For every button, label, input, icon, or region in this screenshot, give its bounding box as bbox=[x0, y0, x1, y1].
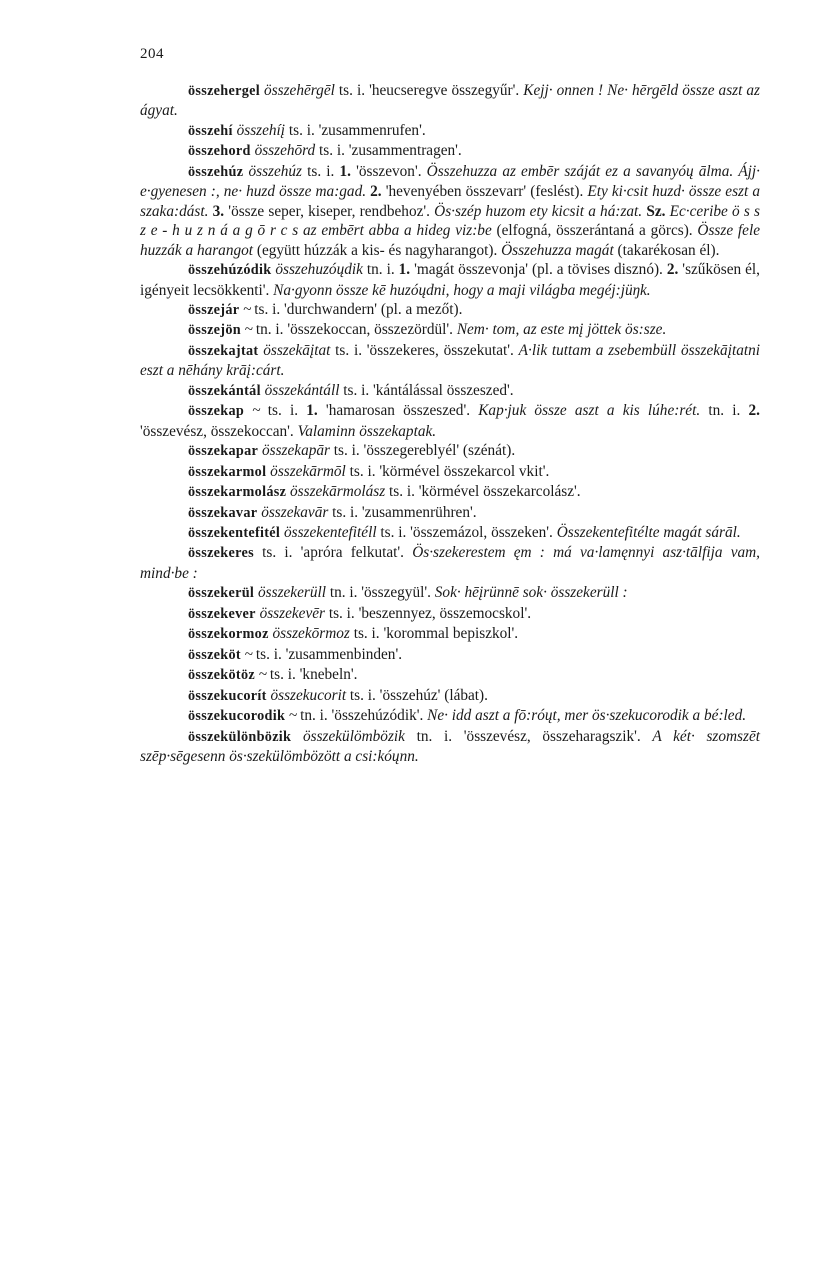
gloss-text: ts. i. 'körmével összekarcolász'. bbox=[385, 483, 581, 501]
italic-text: összehērgēl bbox=[264, 82, 335, 99]
headword: összekülönbözik bbox=[188, 728, 292, 745]
dictionary-entry bbox=[140, 260, 760, 300]
gloss-text: ts. i. 'kántálással összeszed'. bbox=[339, 381, 514, 399]
gloss-text: tn. i. 'összekoccan, összezördül'. bbox=[252, 321, 457, 339]
sense-number: 1. bbox=[339, 162, 351, 180]
gloss-text: ts. i. 'zusammenbinden'. bbox=[252, 645, 403, 663]
headword-repeat-sign: ~ bbox=[289, 707, 297, 725]
dictionary-entry bbox=[140, 441, 760, 461]
dictionary-entry bbox=[140, 686, 760, 706]
italic-text: összehōrd bbox=[254, 142, 316, 160]
headword: összekever bbox=[188, 605, 256, 622]
italic-text: összekavār bbox=[261, 503, 329, 521]
gloss-text: ts. i. bbox=[259, 402, 307, 420]
dictionary-entry bbox=[140, 121, 760, 141]
italic-text: A·lik tuttam a zsebembüll összekāįtatni eszt a nēhány krāį:cárt. bbox=[140, 341, 760, 380]
dictionary-entry bbox=[140, 381, 760, 401]
italic-text: A két· szomszēt szēp·sēgesenn ös·szekülömbözött a csi:kóųnn. bbox=[140, 727, 761, 765]
headword: összekapar bbox=[188, 443, 259, 460]
gloss-text bbox=[291, 728, 303, 745]
headword: összekucorodik bbox=[188, 708, 286, 725]
headword: összekavar bbox=[188, 504, 258, 521]
dictionary-entry bbox=[140, 300, 760, 320]
headword: összehí bbox=[188, 122, 233, 139]
headword: összehúzódik bbox=[188, 262, 272, 279]
dictionary-column bbox=[140, 81, 760, 766]
headword: összekajtat bbox=[188, 342, 259, 359]
italic-text: Nem· tom, az este mį jöttek ös:sze. bbox=[456, 321, 667, 339]
sense-number: 2. bbox=[748, 402, 760, 420]
headword-repeat-sign: ~ bbox=[243, 300, 251, 318]
gloss-text: ts. i. 'knebeln'. bbox=[266, 666, 358, 684]
dictionary-entry bbox=[140, 503, 760, 523]
dictionary-entry bbox=[140, 141, 760, 161]
italic-text: összekucorit bbox=[270, 686, 347, 704]
gloss-text: ts. i. 'zusammenrufen'. bbox=[285, 121, 426, 139]
italic-text: Összehuzza az embēr száját ez a savanyóų ālma. Ájj· e·gyenesen :, ne· huzd össze ma:gad. bbox=[140, 162, 760, 201]
italic-text: Ety ki·csit huzd· össze eszt a szaka:dást. bbox=[140, 183, 760, 220]
gloss-text: ts. i. 'korommal bepiszkol'. bbox=[349, 625, 519, 643]
italic-text: összekāįtat bbox=[263, 341, 331, 359]
gloss-text: 'magát összevonja' (pl. a tövises disznó). bbox=[410, 261, 667, 279]
headword: összekucorít bbox=[188, 687, 267, 704]
dictionary-entry bbox=[140, 462, 760, 482]
italic-text: összekōrmoz bbox=[272, 625, 350, 643]
dictionary-entry bbox=[140, 341, 760, 381]
headword: összekormoz bbox=[188, 626, 269, 643]
italic-text: összekārmōl bbox=[270, 462, 346, 480]
headword: összekarmolász bbox=[188, 484, 287, 501]
headword: összehergel bbox=[188, 83, 260, 99]
italic-text: Összehuzza magát bbox=[501, 241, 614, 259]
italic-text: Sok· hēįrünnē sok· összekerüll : bbox=[434, 584, 628, 602]
gloss-text: 'összevon'. bbox=[350, 162, 427, 180]
dictionary-entry bbox=[140, 624, 760, 644]
gloss-text: tn. i. bbox=[362, 261, 399, 279]
italic-text: Ec·ceribe ö s s z e - h u z n á a g ō r c s az embērt abba a hideg viz:be bbox=[140, 202, 760, 240]
headword: összekarmol bbox=[188, 463, 267, 480]
headword-repeat-sign: ~ bbox=[244, 645, 253, 663]
page-number: 204 bbox=[140, 46, 164, 62]
dictionary-entry bbox=[140, 482, 760, 502]
headword: összejön bbox=[188, 322, 241, 339]
dictionary-entry bbox=[140, 162, 760, 260]
gloss-text: ts. i. 'körmével összekarcol vkit'. bbox=[345, 462, 550, 480]
gloss-text: 'össze seper, kiseper, rendbehoz'. bbox=[224, 202, 435, 220]
dictionary-entry bbox=[140, 706, 760, 726]
headword: összehord bbox=[188, 143, 251, 160]
italic-text: Összekentefitélte magát sárāl. bbox=[556, 523, 741, 541]
headword: összejár bbox=[188, 301, 240, 318]
headword: összekötöz bbox=[188, 667, 255, 684]
sense-number: 3. bbox=[212, 202, 225, 220]
dictionary-entry bbox=[140, 604, 760, 624]
gloss-text: 'hamarosan összeszed'. bbox=[317, 402, 479, 420]
gloss-text: ts. i. bbox=[302, 162, 340, 180]
headword-repeat-sign: ~ bbox=[252, 402, 260, 420]
headword: összeköt bbox=[188, 646, 241, 663]
headword-repeat-sign: ~ bbox=[258, 666, 267, 684]
dictionary-entry bbox=[140, 727, 760, 767]
gloss-text: tn. i. 'összehúzódik'. bbox=[296, 707, 428, 725]
italic-text: Valaminn összekaptak. bbox=[297, 422, 437, 440]
italic-text: összekántáll bbox=[264, 381, 340, 399]
gloss-text: ts. i. 'apróra felkutat'. bbox=[253, 544, 413, 562]
sense-number: Sz. bbox=[646, 202, 666, 220]
gloss-text: (takarékosan él). bbox=[613, 241, 720, 259]
headword: összekántál bbox=[188, 382, 261, 399]
headword-repeat-sign: ~ bbox=[244, 321, 253, 339]
italic-text: összekārmolász bbox=[290, 483, 386, 501]
sense-number: 2. bbox=[370, 183, 382, 201]
italic-text: Na·gyonn össze kē huzóųdni, hogy a maji világba megéj:jüŋk. bbox=[273, 281, 651, 299]
gloss-text: (együtt húzzák a kis- és nagyharangot). bbox=[253, 241, 502, 259]
gloss-text: ts. i. 'durchwandern' (pl. a mezőt). bbox=[250, 300, 463, 318]
gloss-text: ts. i. 'beszennyez, összemocskol'. bbox=[325, 604, 532, 622]
dictionary-entry bbox=[140, 401, 760, 441]
gloss-text: 'szűkösen él, igényeit lecsökkenti'. bbox=[140, 261, 760, 299]
italic-text: Ös·szekerestem ęm : má va·lamęnnyi asz·tālfija vam, mind·be : bbox=[140, 544, 761, 582]
gloss-text: ts. i. 'összemázol, összeken'. bbox=[376, 523, 557, 541]
italic-text: összekerüll bbox=[258, 584, 326, 602]
sense-number: 1. bbox=[398, 261, 411, 279]
gloss-text: tn. i. bbox=[700, 402, 749, 420]
italic-text: Ne· idd aszt a fō:róųt, mer ös·szekucorodik a bé:led. bbox=[427, 707, 747, 725]
headword: összekentefitél bbox=[188, 524, 281, 541]
headword: összekerül bbox=[188, 585, 255, 602]
gloss-text: ts. i. 'összehúz' (lábat). bbox=[346, 686, 488, 704]
gloss-text: ts. i. 'összekeres, összekutat'. bbox=[330, 341, 519, 359]
dictionary-entry bbox=[140, 583, 760, 603]
italic-text: Kejj· onnen ! Ne· hērgēld össze aszt az ágyat. bbox=[140, 82, 760, 120]
italic-text: összehúz bbox=[248, 162, 303, 180]
gloss-text: (elfogná, összerántaná a görcs). bbox=[491, 222, 698, 240]
dictionary-entry bbox=[140, 81, 760, 121]
gloss-text: ts. i. 'zusammentragen'. bbox=[315, 142, 462, 160]
gloss-text: 'hevenyében összevarr' (feslést). bbox=[381, 183, 588, 201]
gloss-text: tn. i. 'összevész, összeharagszik'. bbox=[404, 727, 653, 745]
dictionary-entry bbox=[140, 320, 760, 340]
headword: összekeres bbox=[188, 545, 254, 562]
gloss-text: tn. i. 'összegyül'. bbox=[326, 584, 435, 602]
gloss-text: 'összevész, összekoccan'. bbox=[140, 422, 298, 440]
dictionary-entry bbox=[140, 665, 760, 685]
headword: összekap bbox=[188, 403, 245, 420]
italic-text: Ös·szép huzom ety kicsit a há:zat. bbox=[434, 202, 643, 220]
gloss-text: ts. i. 'összegereblyél' (szénát). bbox=[329, 442, 516, 460]
sense-number: 2. bbox=[666, 261, 679, 279]
headword: összehúz bbox=[188, 163, 244, 180]
italic-text: összekentefitéll bbox=[283, 523, 377, 541]
gloss-text: ts. i. 'heucseregve összegyűr'. bbox=[334, 82, 524, 99]
dictionary-entry bbox=[140, 523, 760, 543]
dictionary-entry bbox=[140, 543, 760, 583]
dictionary-entry bbox=[140, 645, 760, 665]
italic-text: összekülömbözik bbox=[302, 727, 405, 745]
italic-text: Össze fele huzzák a harangot bbox=[140, 222, 760, 259]
italic-text: összehuzóųdik bbox=[275, 261, 363, 279]
italic-text: összehíį bbox=[236, 121, 286, 139]
gloss-text: ts. i. 'zusammenrühren'. bbox=[328, 503, 477, 521]
sense-number: 1. bbox=[306, 402, 318, 420]
italic-text: összekapār bbox=[261, 442, 330, 460]
italic-text: Kap·juk össze aszt a kis lúhe:rét. bbox=[478, 402, 701, 420]
italic-text: összekevēr bbox=[259, 604, 325, 622]
